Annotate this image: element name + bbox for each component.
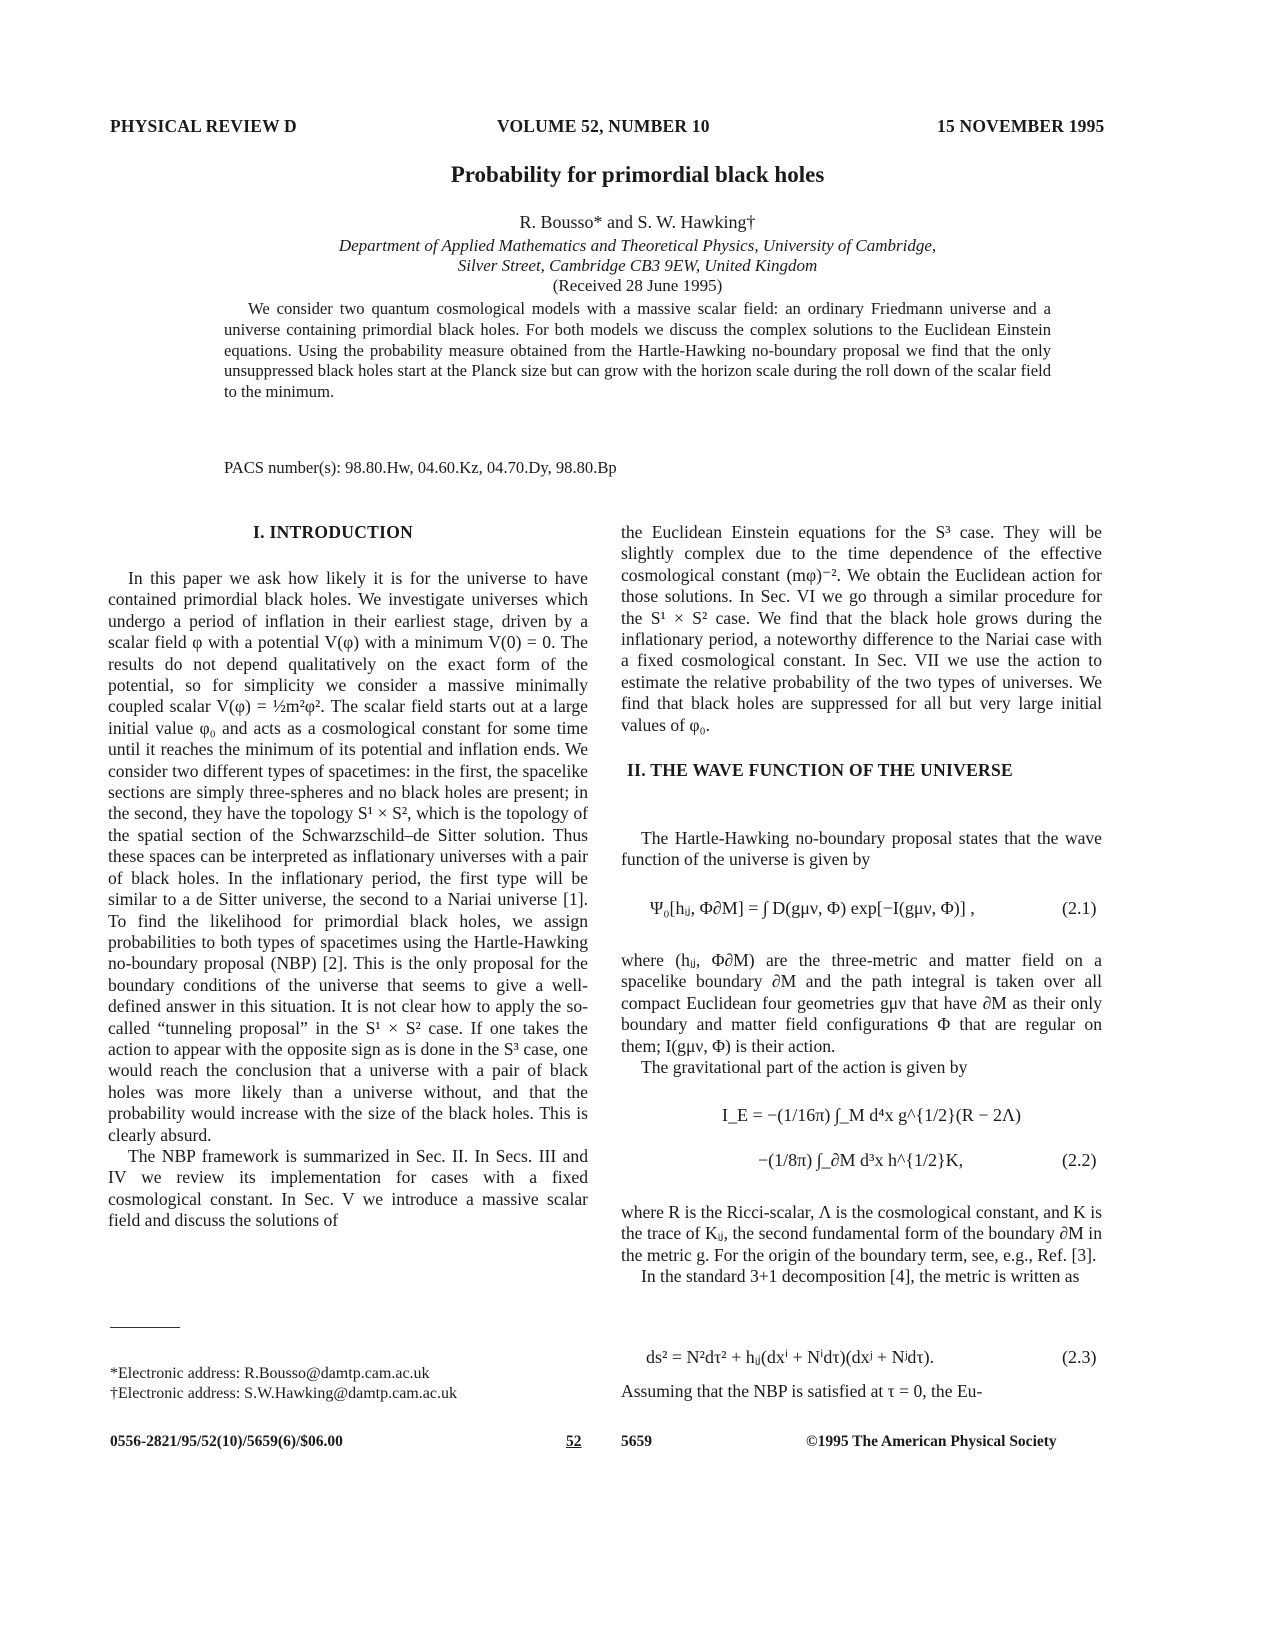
wave-paragraph-4: where R is the Ricci-scalar, Λ is the cosmological constant, and K is the trace of Kᵢⱼ, the second fundamental form of the boundary ∂M in the metric g. For the origin of the boundary term, see, e.g., Ref. [3].	[621, 1202, 1102, 1265]
action-description	[621, 1202, 1102, 1288]
intro-paragraph-2: The NBP framework is summarized in Sec. II. In Secs. III and IV we review its implementation for cases with a fixed cosmological constant. In Sec. V we introduce a massive scalar field and discuss the solutions of	[108, 1145, 588, 1231]
affiliation-line-2: Silver Street, Cambridge CB3 9EW, United Kingdom	[457, 256, 818, 275]
wave-function-body	[621, 950, 1102, 1078]
wave-paragraph-2: where (hᵢⱼ, Φ∂M) are the three-metric and matter field on a spacelike boundary ∂M and the path integral is taken over all compact Euclidean four geometries gμν that have ∂M as their only boundary and matter field configurations Φ that are regular on them; I(gμν, Φ) is their action.	[621, 950, 1102, 1056]
equation-2-2-number: (2.2)	[1062, 1150, 1097, 1170]
wave-paragraph-3: The gravitational part of the action is given by	[641, 1057, 968, 1078]
authors: R. Bousso* and S. W. Hawking†	[519, 212, 756, 232]
nbp-continuation	[621, 1381, 1102, 1402]
section-heading-wave-function: II. THE WAVE FUNCTION OF THE UNIVERSE	[627, 760, 1013, 780]
equation-2-2-line-2: −(1/8π) ∫_∂M d³x h^{1/2}K,	[758, 1150, 964, 1170]
wave-paragraph-5: In the standard 3+1 decomposition [4], the metric is written as	[641, 1266, 1080, 1287]
equation-2-1-number: (2.1)	[1062, 898, 1097, 918]
intro-paragraph-1: In this paper we ask how likely it is for the universe to have contained primordial black holes. We investigate universes which undergo a period of inflation in their earliest stage, driven by a scalar field φ with a potential V(φ) with a minimum V(0) = 0. The results do not depend qualitatively on the exact form of the potential, so for simplicity we consider a massive minimally coupled scalar V(φ) = ½m²φ². The scalar field starts out at a large initial value φ₀ and acts as a cosmological constant for some time until it reaches the minimum of its potential and inflation ends. We consider two different types of spacetimes: in the first, the spacelike sections are simply three-spheres and no black holes are present; in the second, they have the topology S¹ × S², which is the topology of the spatial section of the Schwarzschild–de Sitter solution. Thus these spaces can be interpreted as inflationary universes with a pair of black holes. In the inflationary period, the first type will be similar to a de Sitter universe, the second to a Nariai universe [1]. To find the likelihood for primordial black holes, we assign probabilities to both types of spacetimes using the Hartle-Hawking no-boundary proposal (NBP) [2]. This is the only proposal for the boundary conditions of the universe that seems to give a well-defined answer in this situation. It is not clear how to apply the so-called “tunneling proposal” in the S¹ × S² case. If one takes the action to appear with the opposite sign as is done in the S³ case, one would reach the conclusion that a universe with a pair of black holes was more likely than a universe without, and that the probability would increase with the size of the black holes. This is clearly absurd.	[108, 568, 588, 1145]
footnote-bousso: *Electronic address: R.Bousso@damtp.cam.ac.uk	[110, 1365, 430, 1382]
received-date: (Received 28 June 1995)	[552, 276, 723, 295]
wave-paragraph-1: The Hartle-Hawking no-boundary proposal states that the wave function of the universe is given by	[621, 828, 1102, 870]
issue-date: 15 NOVEMBER 1995	[937, 116, 1105, 136]
footer-volume: 52	[566, 1433, 582, 1450]
footnote-rule	[110, 1327, 180, 1328]
volume-number: VOLUME 52, NUMBER 10	[497, 116, 710, 136]
section-heading-introduction: I. INTRODUCTION	[253, 522, 414, 542]
footer-page-number: 5659	[621, 1433, 652, 1450]
paper-title: Probability for primordial black holes	[450, 162, 825, 187]
abstract: We consider two quantum cosmological models with a massive scalar field: an ordinary Friedmann universe and a universe containing primordial black holes. For both models we discuss the complex solutions to the Euclidean Einstein equations. Using the probability measure obtained from the Hartle-Hawking no-boundary proposal we find that the only unsuppressed black holes start at the Planck size but can grow with the horizon scale during the roll down of the scalar field to the minimum.	[224, 299, 1051, 402]
affiliation-line-1: Department of Applied Mathematics and Theoretical Physics, University of Cambridge,	[338, 236, 937, 255]
pacs-numbers: PACS number(s): 98.80.Hw, 04.60.Kz, 04.70.Dy, 98.80.Bp	[224, 458, 617, 477]
equation-2-2-line-1: I_E = −(1/16π) ∫_M d⁴x g^{1/2}(R − 2Λ)	[722, 1105, 1022, 1125]
equation-2-3-number: (2.3)	[1062, 1347, 1097, 1367]
footer-copyright: ©1995 The American Physical Society	[806, 1433, 1057, 1450]
intro-paragraph-3: the Euclidean Einstein equations for the S³ case. They will be slightly complex due to the time dependence of the effective cosmological constant (mφ)⁻². We obtain the Euclidean action for those solutions. In Sec. VI we go through a similar procedure for the S¹ × S² case. We find that the black hole grows during the inflationary period, a noteworthy difference to the Nariai case with a fixed cosmological constant. In Sec. VII we use the action to estimate the relative probability of the two types of universes. We find that black holes are suppressed for all but very large initial values of φ₀.	[621, 522, 1102, 735]
footnote-hawking: †Electronic address: S.W.Hawking@damtp.cam.ac.uk	[110, 1385, 457, 1402]
journal-name: PHYSICAL REVIEW D	[110, 116, 297, 136]
footer-code: 0556-2821/95/52(10)/5659(6)/$06.00	[110, 1433, 343, 1450]
left-column	[108, 568, 588, 1232]
wave-paragraph-6: Assuming that the NBP is satisfied at τ = 0, the Eu-	[621, 1381, 983, 1401]
equation-2-3: ds² = N²dτ² + hᵢⱼ(dxⁱ + Nⁱdτ)(dxʲ + Nʲdτ).	[646, 1347, 935, 1367]
wave-function-intro	[621, 828, 1102, 871]
right-column-top	[621, 522, 1102, 736]
equation-2-1: Ψ₀[hᵢⱼ, Φ∂M] = ∫ D(gμν, Φ) exp[−I(gμν, Φ)] ,	[650, 898, 975, 918]
